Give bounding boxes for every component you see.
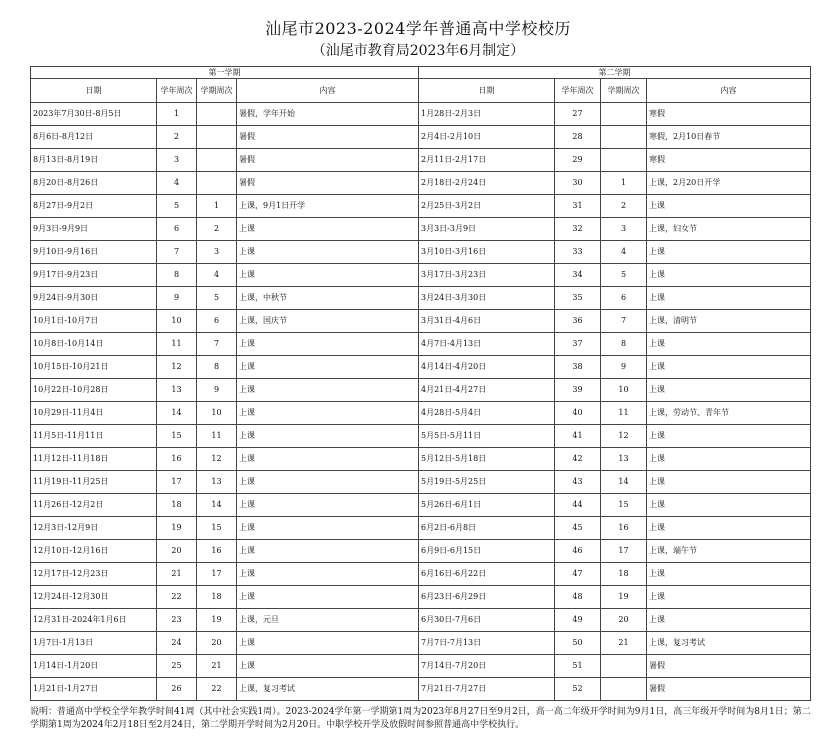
term-week-cell: 14 (197, 494, 237, 517)
table-row (31, 149, 811, 172)
date-cell: 8月13日-8月19日 (31, 149, 157, 172)
school-week-cell: 34 (555, 264, 601, 287)
term-week-cell (197, 172, 237, 195)
term-week-cell: 11 (601, 402, 647, 425)
date-cell: 10月22日-10月28日 (31, 379, 157, 402)
term-week-cell: 21 (601, 632, 647, 655)
date-cell: 1月7日-1月13日 (31, 632, 157, 655)
school-week-cell: 35 (555, 287, 601, 310)
term-week-cell (197, 103, 237, 126)
school-week-cell: 45 (555, 517, 601, 540)
term-week-cell: 17 (601, 540, 647, 563)
content-cell: 上课 (647, 264, 811, 287)
semester-header-row (31, 67, 811, 79)
content-cell: 上课 (647, 448, 811, 471)
content-cell: 上课 (237, 655, 419, 678)
table-row (31, 655, 811, 678)
date-cell: 12月31日-2024年1月6日 (31, 609, 157, 632)
table-row (31, 402, 811, 425)
term-week-cell: 18 (601, 563, 647, 586)
date-cell: 9月3日-9月9日 (31, 218, 157, 241)
term-week-cell (197, 149, 237, 172)
date-cell: 9月10日-9月16日 (31, 241, 157, 264)
date-cell: 9月24日-9月30日 (31, 287, 157, 310)
school-week-cell: 3 (157, 149, 197, 172)
table-row (31, 287, 811, 310)
school-week-cell: 9 (157, 287, 197, 310)
table-row (31, 356, 811, 379)
date-cell: 2月4日-2月10日 (419, 126, 555, 149)
term-week-cell: 11 (197, 425, 237, 448)
school-week-cell: 12 (157, 356, 197, 379)
table-row (31, 609, 811, 632)
content-cell: 寒假 (647, 103, 811, 126)
content-cell: 寒假，2月10日春节 (647, 126, 811, 149)
school-week-cell: 21 (157, 563, 197, 586)
term-week-cell (197, 126, 237, 149)
footnote: 说明：普通高中学校全学年教学时间41周（其中社会实践1周）。2023-2024学年第一学期第1周为2023年8月27日至9月2日，高一高二年级开学时间为9月1日，高三年级开学时间为8月1日；第二学期第1周为2024年2月18日至2月24日，第二学期开学时间为2月20日。中职学校开学及放假时间参照普通高中学校执行。 (30, 707, 811, 730)
content-cell: 上课 (237, 425, 419, 448)
content-cell: 上课 (237, 333, 419, 356)
content-cell: 上课 (237, 517, 419, 540)
content-cell: 上课 (647, 333, 811, 356)
content-cell: 上课 (237, 356, 419, 379)
date-cell: 6月23日-6月29日 (419, 586, 555, 609)
school-week-cell: 50 (555, 632, 601, 655)
content-cell: 上课，中秋节 (237, 287, 419, 310)
school-week-cell: 16 (157, 448, 197, 471)
term-week-cell (601, 103, 647, 126)
term-week-cell: 3 (601, 218, 647, 241)
table-row (31, 333, 811, 356)
calendar-body (31, 103, 811, 701)
content-cell: 暑假 (647, 678, 811, 701)
date-cell: 4月7日-4月13日 (419, 333, 555, 356)
school-week-cell: 8 (157, 264, 197, 287)
term-week-cell: 20 (197, 632, 237, 655)
school-week-cell: 17 (157, 471, 197, 494)
term-week-cell (601, 126, 647, 149)
school-week-cell: 13 (157, 379, 197, 402)
school-week-cell: 47 (555, 563, 601, 586)
table-row (31, 563, 811, 586)
col-header-term-week: 学期周次 (601, 79, 647, 103)
term-week-cell: 4 (197, 264, 237, 287)
content-cell: 上课 (647, 517, 811, 540)
term-week-cell (601, 655, 647, 678)
col-header-content: 内容 (237, 79, 419, 103)
date-cell: 4月14日-4月20日 (419, 356, 555, 379)
school-week-cell: 44 (555, 494, 601, 517)
content-cell: 暑假 (237, 126, 419, 149)
content-cell: 上课 (237, 586, 419, 609)
term-week-cell: 18 (197, 586, 237, 609)
date-cell: 2月11日-2月17日 (419, 149, 555, 172)
col-header-content: 内容 (647, 79, 811, 103)
date-cell: 5月26日-6月1日 (419, 494, 555, 517)
content-cell: 上课 (647, 563, 811, 586)
content-cell: 暑假 (237, 172, 419, 195)
date-cell: 6月30日-7月6日 (419, 609, 555, 632)
date-cell: 12月3日-12月9日 (31, 517, 157, 540)
term-week-cell: 10 (197, 402, 237, 425)
term-week-cell: 9 (601, 356, 647, 379)
content-cell: 寒假 (647, 149, 811, 172)
date-cell: 1月21日-1月27日 (31, 678, 157, 701)
term-week-cell (601, 149, 647, 172)
school-week-cell: 15 (157, 425, 197, 448)
school-week-cell: 6 (157, 218, 197, 241)
content-cell: 上课，清明节 (647, 310, 811, 333)
content-cell: 上课 (647, 494, 811, 517)
table-row (31, 471, 811, 494)
content-cell: 上课，9月1日开学 (237, 195, 419, 218)
date-cell: 3月31日-4月6日 (419, 310, 555, 333)
date-cell: 5月12日-5月18日 (419, 448, 555, 471)
term-week-cell: 15 (197, 517, 237, 540)
term-week-cell: 1 (197, 195, 237, 218)
table-row (31, 678, 811, 701)
col-header-date: 日期 (419, 79, 555, 103)
table-row (31, 586, 811, 609)
school-week-cell: 43 (555, 471, 601, 494)
school-week-cell: 39 (555, 379, 601, 402)
school-week-cell: 19 (157, 517, 197, 540)
content-cell: 上课 (237, 241, 419, 264)
school-week-cell: 5 (157, 195, 197, 218)
term-week-cell: 15 (601, 494, 647, 517)
school-week-cell: 48 (555, 586, 601, 609)
term-week-cell: 5 (197, 287, 237, 310)
page-title: 汕尾市2023-2024学年普通高中学校校历 (265, 19, 571, 38)
term-week-cell: 2 (197, 218, 237, 241)
school-week-cell: 24 (157, 632, 197, 655)
content-cell: 上课 (647, 379, 811, 402)
content-cell: 上课 (647, 195, 811, 218)
school-week-cell: 42 (555, 448, 601, 471)
content-cell: 暑假，学年开始 (237, 103, 419, 126)
school-week-cell: 29 (555, 149, 601, 172)
content-cell: 上课，妇女节 (647, 218, 811, 241)
content-cell: 上课 (237, 448, 419, 471)
date-cell: 7月14日-7月20日 (419, 655, 555, 678)
date-cell: 7月21日-7月27日 (419, 678, 555, 701)
table-row (31, 103, 811, 126)
semester-2-label: 第二学期 (419, 67, 811, 79)
date-cell: 12月24日-12月30日 (31, 586, 157, 609)
content-cell: 上课 (647, 471, 811, 494)
content-cell: 上课 (647, 425, 811, 448)
table-row (31, 632, 811, 655)
date-cell: 12月10日-12月16日 (31, 540, 157, 563)
content-cell: 上课 (237, 563, 419, 586)
school-week-cell: 26 (157, 678, 197, 701)
content-cell: 上课 (237, 494, 419, 517)
date-cell: 4月21日-4月27日 (419, 379, 555, 402)
term-week-cell: 17 (197, 563, 237, 586)
content-cell: 暑假 (647, 655, 811, 678)
term-week-cell: 12 (601, 425, 647, 448)
content-cell: 暑假 (237, 149, 419, 172)
term-week-cell: 1 (601, 172, 647, 195)
term-week-cell: 14 (601, 471, 647, 494)
date-cell: 3月10日-3月16日 (419, 241, 555, 264)
term-week-cell: 16 (601, 517, 647, 540)
term-week-cell: 21 (197, 655, 237, 678)
school-week-cell: 1 (157, 103, 197, 126)
table-row (31, 241, 811, 264)
date-cell: 11月5日-11月11日 (31, 425, 157, 448)
term-week-cell: 8 (601, 333, 647, 356)
table-row (31, 494, 811, 517)
date-cell: 11月19日-11月25日 (31, 471, 157, 494)
content-cell: 上课 (237, 218, 419, 241)
school-week-cell: 37 (555, 333, 601, 356)
date-cell: 4月28日-5月4日 (419, 402, 555, 425)
school-week-cell: 14 (157, 402, 197, 425)
content-cell: 上课 (647, 241, 811, 264)
content-cell: 上课 (237, 379, 419, 402)
date-cell: 7月7日-7月13日 (419, 632, 555, 655)
table-row (31, 540, 811, 563)
term-week-cell: 5 (601, 264, 647, 287)
table-row (31, 379, 811, 402)
content-cell: 上课，劳动节、青年节 (647, 402, 811, 425)
term-week-cell: 3 (197, 241, 237, 264)
content-cell: 上课，2月20日开学 (647, 172, 811, 195)
school-week-cell: 40 (555, 402, 601, 425)
school-week-cell: 36 (555, 310, 601, 333)
term-week-cell: 13 (197, 471, 237, 494)
school-week-cell: 49 (555, 609, 601, 632)
content-cell: 上课 (237, 264, 419, 287)
term-week-cell (601, 678, 647, 701)
school-week-cell: 11 (157, 333, 197, 356)
term-week-cell: 2 (601, 195, 647, 218)
content-cell: 上课 (237, 540, 419, 563)
school-week-cell: 41 (555, 425, 601, 448)
school-week-cell: 30 (555, 172, 601, 195)
term-week-cell: 22 (197, 678, 237, 701)
content-cell: 上课 (237, 402, 419, 425)
date-cell: 8月20日-8月26日 (31, 172, 157, 195)
table-row (31, 517, 811, 540)
table-row (31, 126, 811, 149)
date-cell: 2月25日-3月2日 (419, 195, 555, 218)
date-cell: 10月15日-10月21日 (31, 356, 157, 379)
col-header-date: 日期 (31, 79, 157, 103)
table-row (31, 448, 811, 471)
date-cell: 1月28日-2月3日 (419, 103, 555, 126)
date-cell: 11月12日-11月18日 (31, 448, 157, 471)
date-cell: 5月19日-5月25日 (419, 471, 555, 494)
term-week-cell: 19 (197, 609, 237, 632)
content-cell: 上课 (647, 586, 811, 609)
term-week-cell: 8 (197, 356, 237, 379)
date-cell: 1月14日-1月20日 (31, 655, 157, 678)
col-header-term-week: 学期周次 (197, 79, 237, 103)
date-cell: 5月5日-5月11日 (419, 425, 555, 448)
content-cell: 上课 (237, 471, 419, 494)
table-row (31, 195, 811, 218)
school-week-cell: 23 (157, 609, 197, 632)
school-week-cell: 4 (157, 172, 197, 195)
content-cell: 上课 (647, 356, 811, 379)
date-cell: 3月17日-3月23日 (419, 264, 555, 287)
date-cell: 6月2日-6月8日 (419, 517, 555, 540)
term-week-cell: 7 (197, 333, 237, 356)
content-cell: 上课，复习考试 (647, 632, 811, 655)
date-cell: 8月27日-9月2日 (31, 195, 157, 218)
date-cell: 6月9日-6月15日 (419, 540, 555, 563)
school-week-cell: 7 (157, 241, 197, 264)
term-week-cell: 20 (601, 609, 647, 632)
school-calendar-table (30, 66, 811, 701)
date-cell: 12月17日-12月23日 (31, 563, 157, 586)
table-row (31, 310, 811, 333)
content-cell: 上课 (647, 609, 811, 632)
term-week-cell: 13 (601, 448, 647, 471)
date-cell: 9月17日-9月23日 (31, 264, 157, 287)
school-week-cell: 46 (555, 540, 601, 563)
school-week-cell: 52 (555, 678, 601, 701)
term-week-cell: 16 (197, 540, 237, 563)
term-week-cell: 6 (197, 310, 237, 333)
term-week-cell: 7 (601, 310, 647, 333)
school-week-cell: 31 (555, 195, 601, 218)
date-cell: 3月3日-3月9日 (419, 218, 555, 241)
date-cell: 8月6日-8月12日 (31, 126, 157, 149)
date-cell: 11月26日-12月2日 (31, 494, 157, 517)
school-week-cell: 32 (555, 218, 601, 241)
term-week-cell: 19 (601, 586, 647, 609)
term-week-cell: 4 (601, 241, 647, 264)
term-week-cell: 9 (197, 379, 237, 402)
content-cell: 上课，国庆节 (237, 310, 419, 333)
date-cell: 10月29日-11月4日 (31, 402, 157, 425)
table-row (31, 218, 811, 241)
content-cell: 上课，元旦 (237, 609, 419, 632)
semester-1-label: 第一学期 (31, 67, 419, 79)
school-week-cell: 28 (555, 126, 601, 149)
date-cell: 2月18日-2月24日 (419, 172, 555, 195)
date-cell: 2023年7月30日-8月5日 (31, 103, 157, 126)
column-header-row (31, 79, 811, 103)
date-cell: 10月1日-10月7日 (31, 310, 157, 333)
content-cell: 上课，复习考试 (237, 678, 419, 701)
school-week-cell: 20 (157, 540, 197, 563)
table-row (31, 264, 811, 287)
school-week-cell: 51 (555, 655, 601, 678)
table-row (31, 172, 811, 195)
content-cell: 上课，端午节 (647, 540, 811, 563)
date-cell: 6月16日-6月22日 (419, 563, 555, 586)
term-week-cell: 6 (601, 287, 647, 310)
school-week-cell: 25 (157, 655, 197, 678)
school-week-cell: 22 (157, 586, 197, 609)
term-week-cell: 10 (601, 379, 647, 402)
school-week-cell: 33 (555, 241, 601, 264)
school-week-cell: 38 (555, 356, 601, 379)
term-week-cell: 12 (197, 448, 237, 471)
content-cell: 上课 (647, 287, 811, 310)
date-cell: 3月24日-3月30日 (419, 287, 555, 310)
content-cell: 上课 (237, 632, 419, 655)
school-week-cell: 18 (157, 494, 197, 517)
school-week-cell: 2 (157, 126, 197, 149)
table-row (31, 425, 811, 448)
date-cell: 10月8日-10月14日 (31, 333, 157, 356)
school-week-cell: 27 (555, 103, 601, 126)
col-header-school-week: 学年周次 (157, 79, 197, 103)
page-subtitle: （汕尾市教育局2023年6月制定） (311, 43, 525, 59)
col-header-school-week: 学年周次 (555, 79, 601, 103)
school-week-cell: 10 (157, 310, 197, 333)
